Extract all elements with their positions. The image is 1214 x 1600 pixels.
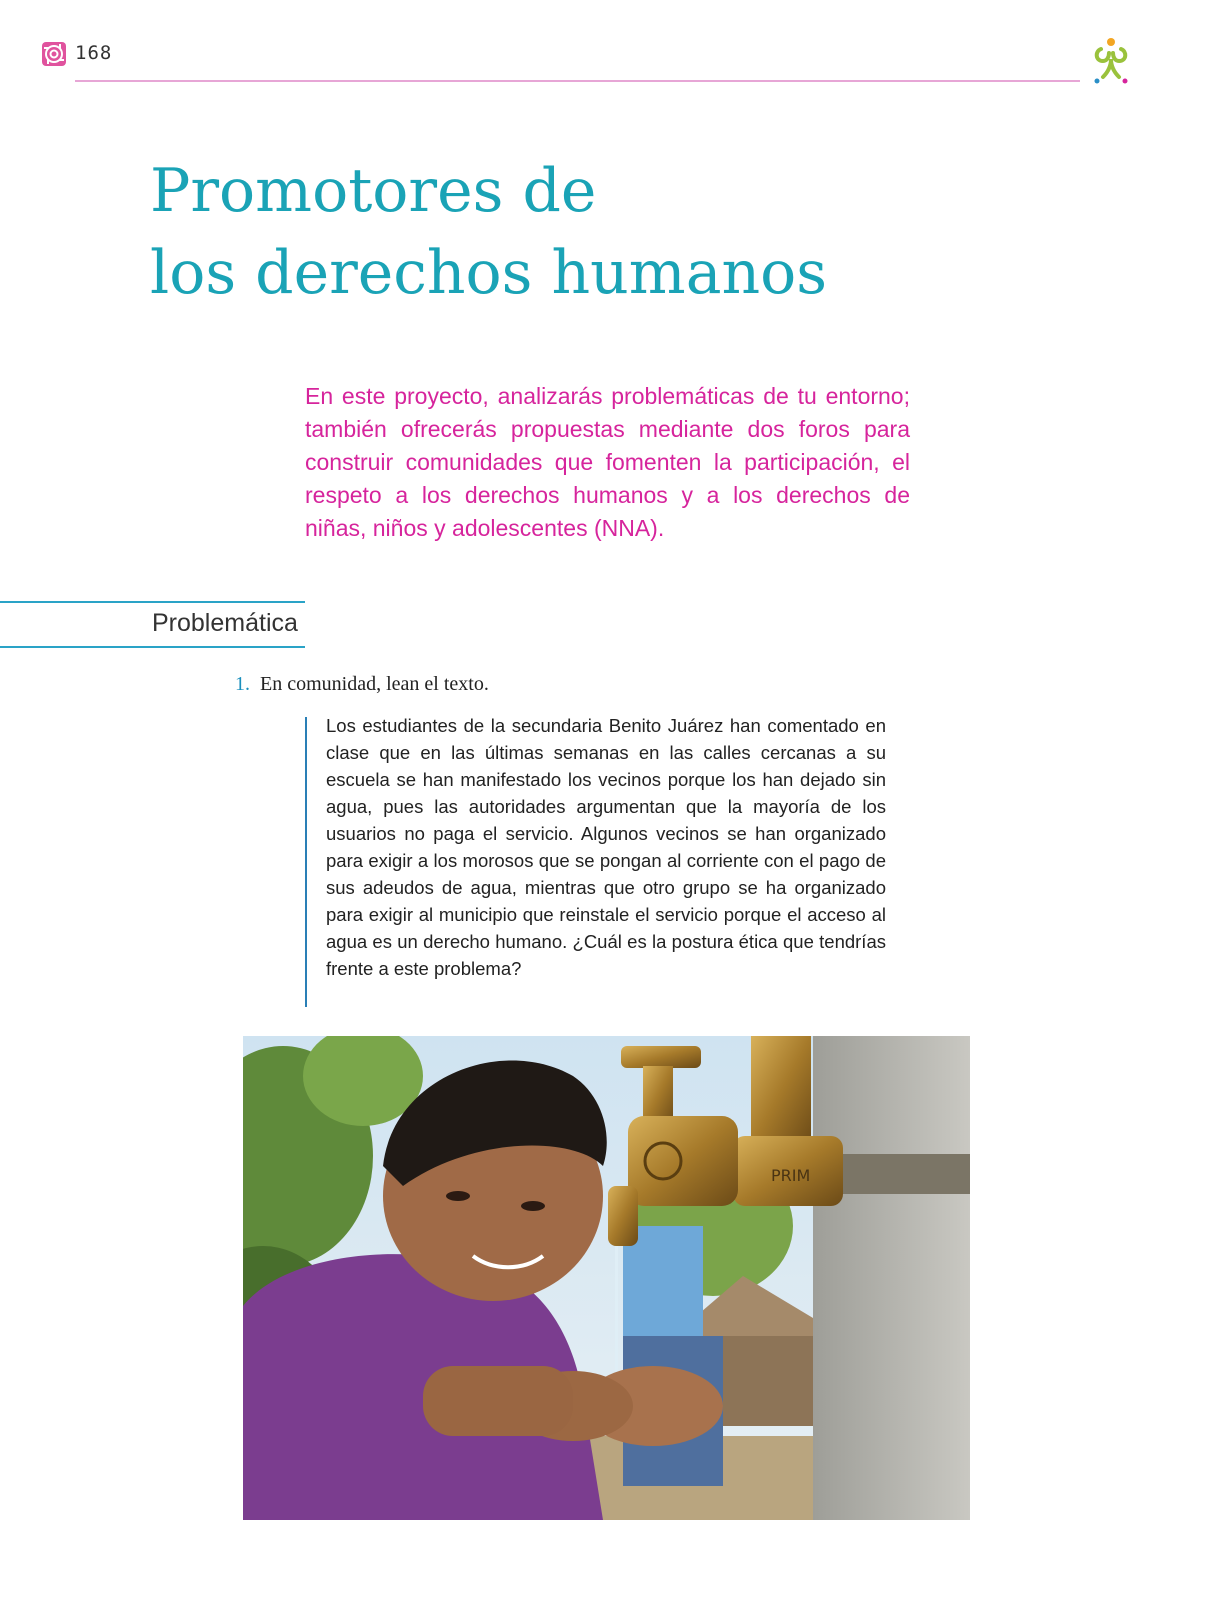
step-text: En comunidad, lean el texto. bbox=[260, 673, 489, 695]
reading-passage: Los estudiantes de la secundaria Benito Juárez han comentado en clase que en las últimas semanas en las calles cercanas a su escuela se han manifestado los vecinos porque los han dejado sin agua, pues las autoridades argumentan que la mayoría de los usuarios no paga el servicio. Algunos vecinos se han organizado para exigir a los morosos que se pongan al corriente con el pago de sus adeudos de agua, mientras que otro grupo se ha organizado para exigir al municipio que reinstale el servicio porque el acceso al agua es un derecho humano. ¿Cuál es la postura ética que tendrías frente a este problema? bbox=[326, 715, 886, 979]
photo-child-drinking-water bbox=[243, 1036, 970, 1520]
step-instruction bbox=[235, 673, 489, 696]
header-rule bbox=[75, 80, 1080, 82]
section-rule-top bbox=[0, 601, 305, 603]
page-title-line-2: los derechos humanos bbox=[150, 238, 828, 308]
project-logo-icon bbox=[1085, 35, 1137, 87]
step-number: 1. bbox=[235, 673, 250, 695]
reading-quote-bar bbox=[305, 717, 307, 1007]
intro-paragraph: En este proyecto, analizarás problemáticas de tu entorno; también ofrecerás propuestas mediante dos foros para construir comunidades que fomenten la participación, el respeto a los derechos humanos y a los derechos de niñas, niños y adolescentes (NNA). bbox=[305, 383, 910, 541]
photo-illustration bbox=[243, 1036, 970, 1520]
page-title bbox=[150, 150, 1050, 314]
header-glyph-icon bbox=[40, 40, 68, 68]
section-rule-bottom bbox=[0, 646, 305, 648]
page-title-line-1: Promotores de bbox=[150, 156, 597, 226]
section-title: Problemática bbox=[152, 609, 298, 637]
page-number: 168 bbox=[75, 42, 113, 64]
faucet-brand-label: PRIM bbox=[771, 1166, 811, 1185]
